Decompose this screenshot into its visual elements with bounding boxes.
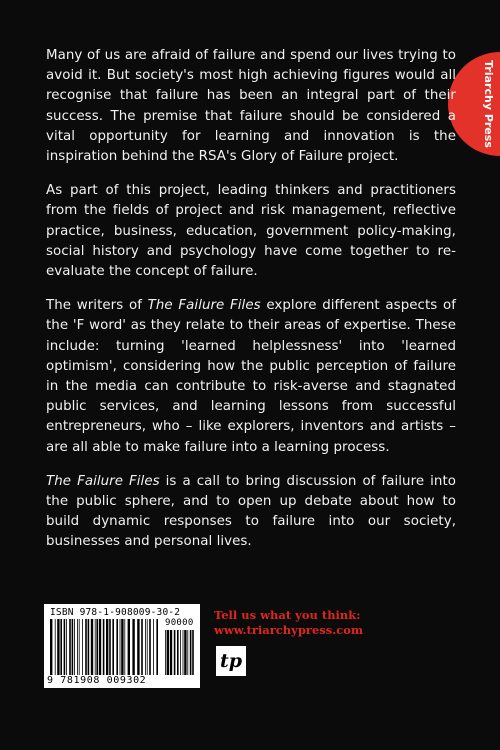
- blurb-paragraph-2: As part of this project, leading thinkers and practitioners from the fields of project and risk management, reflective practice, business, education, government policy-making, social history and psychology have come together to re-evaluate the concept of failure.: [46, 183, 456, 280]
- blurb-p4-rest: is a call to bring discussion of failure into the public sphere, and to open up debate about how to build dynamic responses to failure into our society, businesses and personal lives.: [46, 473, 456, 550]
- barcode-bars: [50, 619, 158, 675]
- isbn-text: ISBN 978-1-908009-30-2: [50, 607, 181, 618]
- barcode-bar: [95, 619, 96, 675]
- contact-block: [214, 608, 363, 638]
- barcode-bar: [69, 619, 71, 675]
- blurb-paragraph-1: Many of us are afraid of failure and spend our lives trying to avoid it. But society's most high achieving figures would all recognise that failure has been an integral part of their success. The premise that failure should be considered a vital opportunity for learning and innovation is the inspiration behind the RSA's Glory of Failure project.: [46, 48, 456, 165]
- barcode-bar: [167, 630, 169, 675]
- barcode-bar: [153, 619, 154, 675]
- publisher-logo: tp: [216, 646, 246, 676]
- barcode-bar: [109, 619, 111, 675]
- barcode-bar: [96, 619, 98, 675]
- barcode-bar: [132, 619, 134, 675]
- barcode-bar: [116, 619, 118, 675]
- barcode-bar: [184, 630, 186, 675]
- barcode-bar: [106, 619, 108, 675]
- barcode-bar: [60, 619, 62, 675]
- barcode-bar: [187, 630, 188, 675]
- barcode-bar: [82, 619, 83, 675]
- barcode-digits: 9 781908 009302: [47, 675, 147, 686]
- barcode-bar: [137, 619, 139, 675]
- barcode-bar: [190, 630, 192, 675]
- barcode-bar: [79, 619, 80, 675]
- barcode-bar: [147, 619, 148, 675]
- website-link[interactable]: www.triarchypress.com: [214, 623, 364, 637]
- barcode-bar: [72, 619, 74, 675]
- feedback-prompt: Tell us what you think:: [214, 608, 361, 622]
- barcode-bar: [165, 630, 166, 675]
- barcode-bar: [88, 619, 90, 675]
- barcode-bar: [57, 619, 59, 675]
- barcode-bar: [66, 619, 67, 675]
- publisher-tab-label: Triarchy Press: [482, 60, 496, 148]
- barcode-bar: [177, 630, 179, 675]
- barcode-bar: [74, 619, 75, 675]
- barcode-bar: [141, 619, 143, 675]
- price-code: 90000: [165, 618, 194, 628]
- barcode-bar: [77, 619, 78, 675]
- barcode-bar: [121, 619, 123, 675]
- blurb-paragraph-4: [46, 472, 456, 553]
- barcode-bar: [103, 619, 105, 675]
- barcode-bar: [128, 619, 130, 675]
- barcode-bar: [50, 619, 52, 675]
- barcode-bar: [180, 630, 181, 675]
- barcode-bar: [124, 619, 125, 675]
- addon-barcode-bars: [165, 630, 195, 675]
- barcode-bar: [64, 619, 66, 675]
- blurb-p3-lead: The writers of: [46, 298, 148, 314]
- barcode-bar: [149, 619, 151, 675]
- isbn-barcode: [44, 604, 200, 688]
- barcode-bar: [156, 619, 158, 675]
- barcode-bar: [85, 619, 87, 675]
- barcode-bar: [120, 619, 121, 675]
- barcode-bar: [183, 630, 184, 675]
- barcode-bar: [170, 630, 172, 675]
- book-title: The Failure Files: [46, 473, 160, 489]
- barcode-bar: [91, 619, 93, 675]
- barcode-bar: [145, 619, 146, 675]
- barcode-bar: [99, 619, 101, 675]
- barcode-bar: [174, 630, 176, 675]
- book-title: The Failure Files: [147, 298, 261, 314]
- barcode-bar: [192, 630, 194, 675]
- barcode-bar: [55, 619, 56, 675]
- blurb-p3-rest: explore different aspects of the 'F word' as they relate to their areas of expertise. These include: turning 'learned helplessness' into 'learned optimism', considering how the public perception of failure in the media can contribute to risk-averse and stagnated public services, and learning lessons from successful entrepreneurs, who – like explorers, inventors and artists – are all able to make failure into a learning process.: [46, 298, 456, 455]
- blurb-paragraph-3: [46, 296, 456, 458]
- back-cover-blurb: [46, 46, 456, 567]
- barcode-bar: [112, 619, 114, 675]
